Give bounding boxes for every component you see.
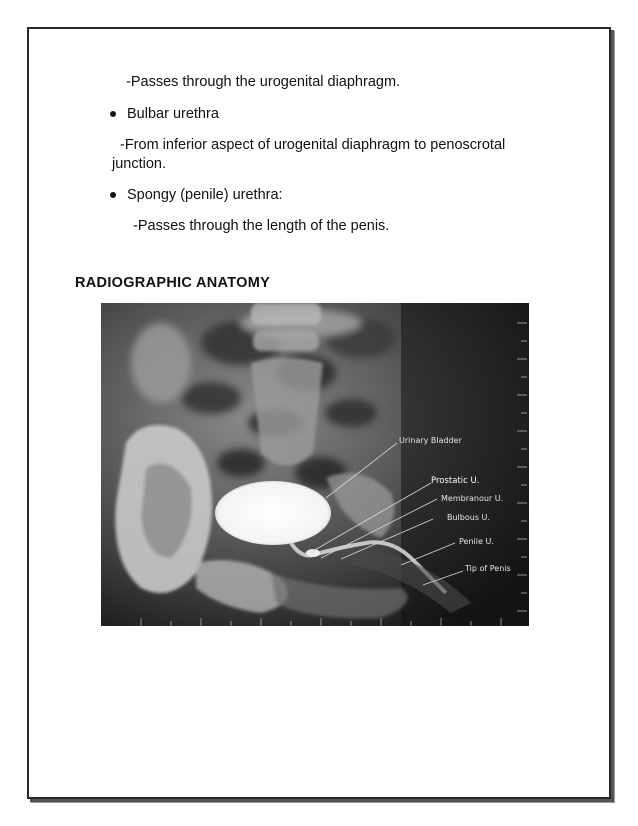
urethrogram-xray-image <box>101 303 529 626</box>
label-penile: Penile U. <box>459 537 494 546</box>
spongy-urethra-title: Spongy (penile) urethra: <box>127 187 283 203</box>
bulbar-urethra-detail-line2: junction. <box>112 156 167 172</box>
spongy-urethra-detail: -Passes through the length of the penis. <box>133 218 390 234</box>
bullet-icon <box>110 111 116 117</box>
membranous-urethra-detail: -Passes through the urogenital diaphragm. <box>126 74 401 90</box>
bulbar-urethra-detail-line1: -From inferior aspect of urogenital diaphragm to penoscrotal <box>120 137 506 153</box>
label-membranous: Membranour U. <box>441 494 504 503</box>
label-prostatic: Prostatic U. <box>431 476 480 486</box>
label-tip-of-penis: Tip of Penis <box>465 564 511 573</box>
bullet-icon <box>110 192 116 198</box>
section-heading: RADIOGRAPHIC ANATOMY <box>75 275 271 291</box>
label-urinary-bladder: Urinary Bladder <box>399 436 462 445</box>
bulbar-urethra-title: Bulbar urethra <box>127 106 219 122</box>
label-bulbous: Bulbous U. <box>447 513 490 522</box>
